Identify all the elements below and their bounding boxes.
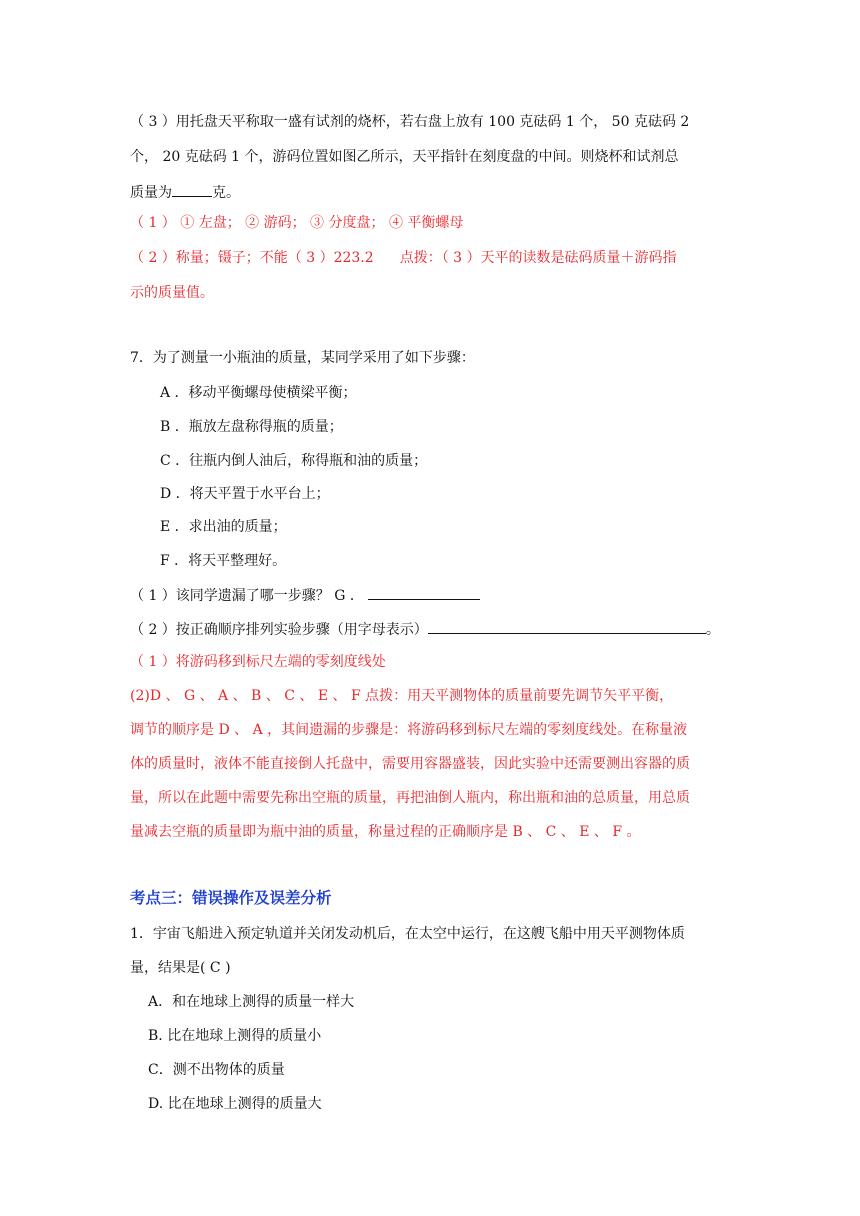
q1-option-a: A．和在地球上测得的质量一样大 <box>148 994 355 1010</box>
answer7-line5: 量，所以在此题中需要先称出空瓶的质量，再把油倒人瓶内，称出瓶和油的总质量，用总质 <box>130 790 690 806</box>
answer7-line4: 体的质量时，液体不能直接倒人托盘中，需要用容器盛装，因此实验中还需要测出容器的质 <box>130 756 690 772</box>
q7-step-e: E ．求出油的质量； <box>160 519 287 535</box>
q7-sub2-text: （ 2 ）按正确顺序排列实验步骤（用字母表示） <box>130 622 428 638</box>
answer6-line2-b: 点拨：（ 3 ）天平的读数是砝码质量＋游码指 <box>399 250 677 266</box>
q1-line1: 1．宇宙飞船进入预定轨道并关闭发动机后，在太空中运行，在这艘飞船中用天平测物体质 <box>130 926 685 942</box>
answer-blank <box>172 182 212 197</box>
q7-step-c: C ．往瓶内倒人油后，称得瓶和油的质量； <box>160 453 428 469</box>
q1-option-b: B. 比在地球上测得的质量小 <box>148 1028 322 1044</box>
q1-option-d: D. 比在地球上测得的质量大 <box>148 1096 322 1112</box>
q1-line2: 量，结果是( C ) <box>130 960 231 976</box>
q7-stem: 7．为了测量一小瓶油的质量，某同学采用了如下步骤： <box>130 350 475 366</box>
q3-line2: 个， 20 克砝码 1 个，游码位置如图乙所示，天平指针在刻度盘的中间。则烧杯和试剂总 <box>130 149 679 165</box>
q1-option-c: C．测不出物体的质量 <box>148 1062 285 1078</box>
answer7-line2: (2)D 、 G 、 A 、 B 、 C 、 E 、 F 点拨：用天平测物体的质量前要先调节矢平平衡， <box>130 688 674 704</box>
q3-line3-prefix: 质量为 <box>130 185 172 201</box>
q7-sub2-end: 。 <box>705 622 720 638</box>
answer7-line6: 量减去空瓶的质量即为瓶中油的质量，称量过程的正确顺序是 B 、 C 、 E 、 F 。 <box>130 824 641 840</box>
answer7-line3: 调节的顺序是 D 、 A ，其间遗漏的步骤是：将游码移到标尺左端的零刻度线处。在称量液 <box>130 722 688 738</box>
answer-blank <box>428 619 706 634</box>
answer6-line2 <box>130 248 677 268</box>
q7-step-d: D ．将天平置于水平台上； <box>160 486 330 502</box>
answer-blank <box>368 585 480 600</box>
answer6-line2-a: （ 2 ）称量；镊子；不能（ 3 ）223.2 <box>130 250 374 266</box>
q7-sub1-text: （ 1 ）该同学遗漏了哪一步骤？ G ． <box>130 588 364 604</box>
answer7-line1: （ 1 ）将游码移到标尺左端的零刻度线处 <box>130 654 386 670</box>
answer6-line1: （ 1 ） ① 左盘； ② 游码； ③ 分度盘； ④ 平衡螺母 <box>130 215 464 231</box>
answer6-line3: 示的质量值。 <box>130 285 214 301</box>
q7-step-b: B ．瓶放左盘称得瓶的质量； <box>160 419 343 435</box>
q7-sub2 <box>130 619 720 640</box>
section-heading: 考点三：错误操作及误差分析 <box>130 888 332 907</box>
q3-line1: （ 3 ）用托盘天平称取一盛有试剂的烧杯，若右盘上放有 100 克砝码 1 个， 50 克砝码 2 <box>130 114 690 130</box>
q7-step-f: F ．将天平整理好。 <box>160 553 287 569</box>
q3-line3 <box>130 182 240 203</box>
q7-step-a: A ．移动平衡螺母使横梁平衡； <box>160 385 357 401</box>
q3-line3-suffix: 克。 <box>212 185 240 201</box>
q7-sub1 <box>130 585 480 606</box>
